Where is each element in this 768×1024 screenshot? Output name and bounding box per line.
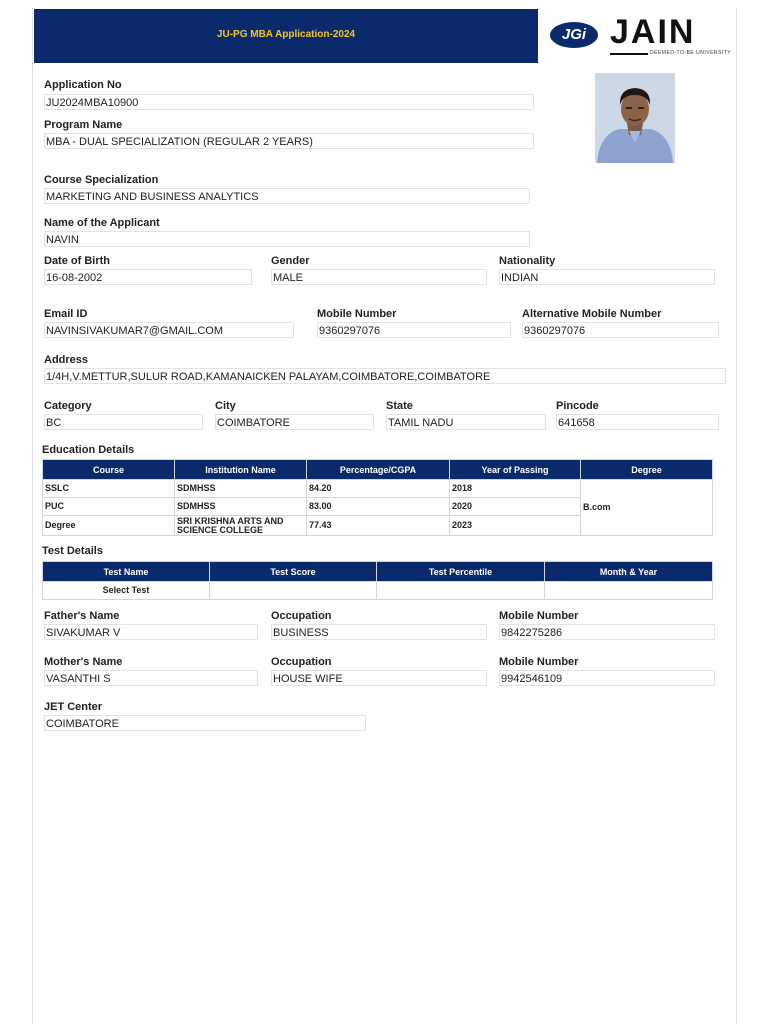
edu-institution: SDMHSS (175, 480, 307, 498)
address-value: 1/4H,V.METTUR,SULUR ROAD,KAMANAICKEN PALAYAM,COIMBATORE,COIMBATORE (44, 368, 726, 384)
city-label: City (215, 400, 236, 412)
email-value: NAVINSIVAKUMAR7@GMAIL.COM (44, 322, 294, 338)
gender-value: MALE (271, 269, 487, 285)
application-no-value: JU2024MBA10900 (44, 94, 534, 110)
mother-occupation-value: HOUSE WIFE (271, 670, 487, 686)
test-percentile (377, 582, 545, 600)
edu-course: Degree (43, 516, 175, 536)
test-score (210, 582, 377, 600)
test-details-title: Test Details (42, 545, 103, 557)
mobile-label: Mobile Number (317, 308, 397, 320)
test-header-score: Test Score (210, 562, 377, 582)
dob-value: 16-08-2002 (44, 269, 252, 285)
nationality-value: INDIAN (499, 269, 715, 285)
mother-mobile-value: 9942546109 (499, 670, 715, 686)
jet-center-value: COIMBATORE (44, 715, 366, 731)
program-name-value: MBA - DUAL SPECIALIZATION (REGULAR 2 YEARS) (44, 133, 534, 149)
applicant-photo-image (595, 73, 675, 163)
edu-percentage: 84.20 (307, 480, 450, 498)
mother-occupation-label: Occupation (271, 656, 332, 668)
jet-center-label: JET Center (44, 701, 103, 713)
header-banner (34, 9, 538, 63)
city-value: COIMBATORE (215, 414, 374, 430)
address-label: Address (44, 354, 89, 366)
education-details-title: Education Details (42, 444, 135, 456)
applicant-name-value: NAVIN (44, 231, 530, 247)
edu-institution: SRI KRISHNA ARTS AND SCIENCE COLLEGE (175, 516, 307, 536)
applicant-name-label: Name of the Applicant (44, 217, 160, 229)
course-specialization-value: MARKETING AND BUSINESS ANALYTICS (44, 188, 530, 204)
pincode-label: Pincode (556, 400, 599, 412)
father-mobile-value: 9842275286 (499, 624, 715, 640)
edu-header-degree: Degree (581, 460, 713, 480)
edu-course: SSLC (43, 480, 175, 498)
email-label: Email ID (44, 308, 88, 320)
test-header-percentile: Test Percentile (377, 562, 545, 582)
edu-header-institution: Institution Name (175, 460, 307, 480)
edu-header-course: Course (43, 460, 175, 480)
edu-percentage: 77.43 (307, 516, 450, 536)
education-table (42, 459, 713, 536)
mother-name-value: VASANTHI S (44, 670, 258, 686)
alt-mobile-label: Alternative Mobile Number (522, 308, 662, 320)
logo-subtitle: DEEMED-TO-BE UNIVERSITY (650, 50, 732, 56)
application-title: JU-PG MBA Application-2024 (216, 29, 356, 40)
alt-mobile-value: 9360297076 (522, 322, 719, 338)
edu-year: 2018 (450, 480, 581, 498)
edu-header-year: Year of Passing (450, 460, 581, 480)
father-occupation-value: BUSINESS (271, 624, 487, 640)
edu-percentage: 83.00 (307, 498, 450, 516)
pincode-value: 641658 (556, 414, 719, 430)
edu-course: PUC (43, 498, 175, 516)
mobile-value: 9360297076 (317, 322, 511, 338)
edu-header-percentage: Percentage/CGPA (307, 460, 450, 480)
university-logo (538, 9, 735, 63)
course-specialization-label: Course Specialization (44, 174, 159, 186)
dob-label: Date of Birth (44, 255, 110, 267)
father-occupation-label: Occupation (271, 610, 332, 622)
test-name: Select Test (43, 582, 210, 600)
program-name-label: Program Name (44, 119, 123, 131)
father-name-label: Father's Name (44, 610, 120, 622)
jgi-logo: JGi (550, 22, 598, 48)
test-header-month-year: Month & Year (545, 562, 713, 582)
test-header-row (43, 562, 713, 582)
table-row (43, 480, 713, 498)
mother-name-label: Mother's Name (44, 656, 123, 668)
test-table (42, 561, 713, 600)
edu-institution: SDMHSS (175, 498, 307, 516)
gender-label: Gender (271, 255, 310, 267)
test-header-name: Test Name (43, 562, 210, 582)
category-value: BC (44, 414, 203, 430)
father-name-value: SIVAKUMAR V (44, 624, 258, 640)
test-month-year (545, 582, 713, 600)
applicant-photo (595, 73, 675, 163)
logo-bar (610, 53, 648, 55)
edu-degree: B.com (581, 480, 713, 536)
state-label: State (386, 400, 413, 412)
nationality-label: Nationality (499, 255, 556, 267)
edu-year: 2020 (450, 498, 581, 516)
jain-logo-text: JAIN (610, 13, 696, 51)
education-header-row (43, 460, 713, 480)
father-mobile-label: Mobile Number (499, 610, 579, 622)
state-value: TAMIL NADU (386, 414, 546, 430)
mother-mobile-label: Mobile Number (499, 656, 579, 668)
application-no-label: Application No (44, 79, 122, 91)
edu-year: 2023 (450, 516, 581, 536)
category-label: Category (44, 400, 92, 412)
table-row (43, 582, 713, 600)
